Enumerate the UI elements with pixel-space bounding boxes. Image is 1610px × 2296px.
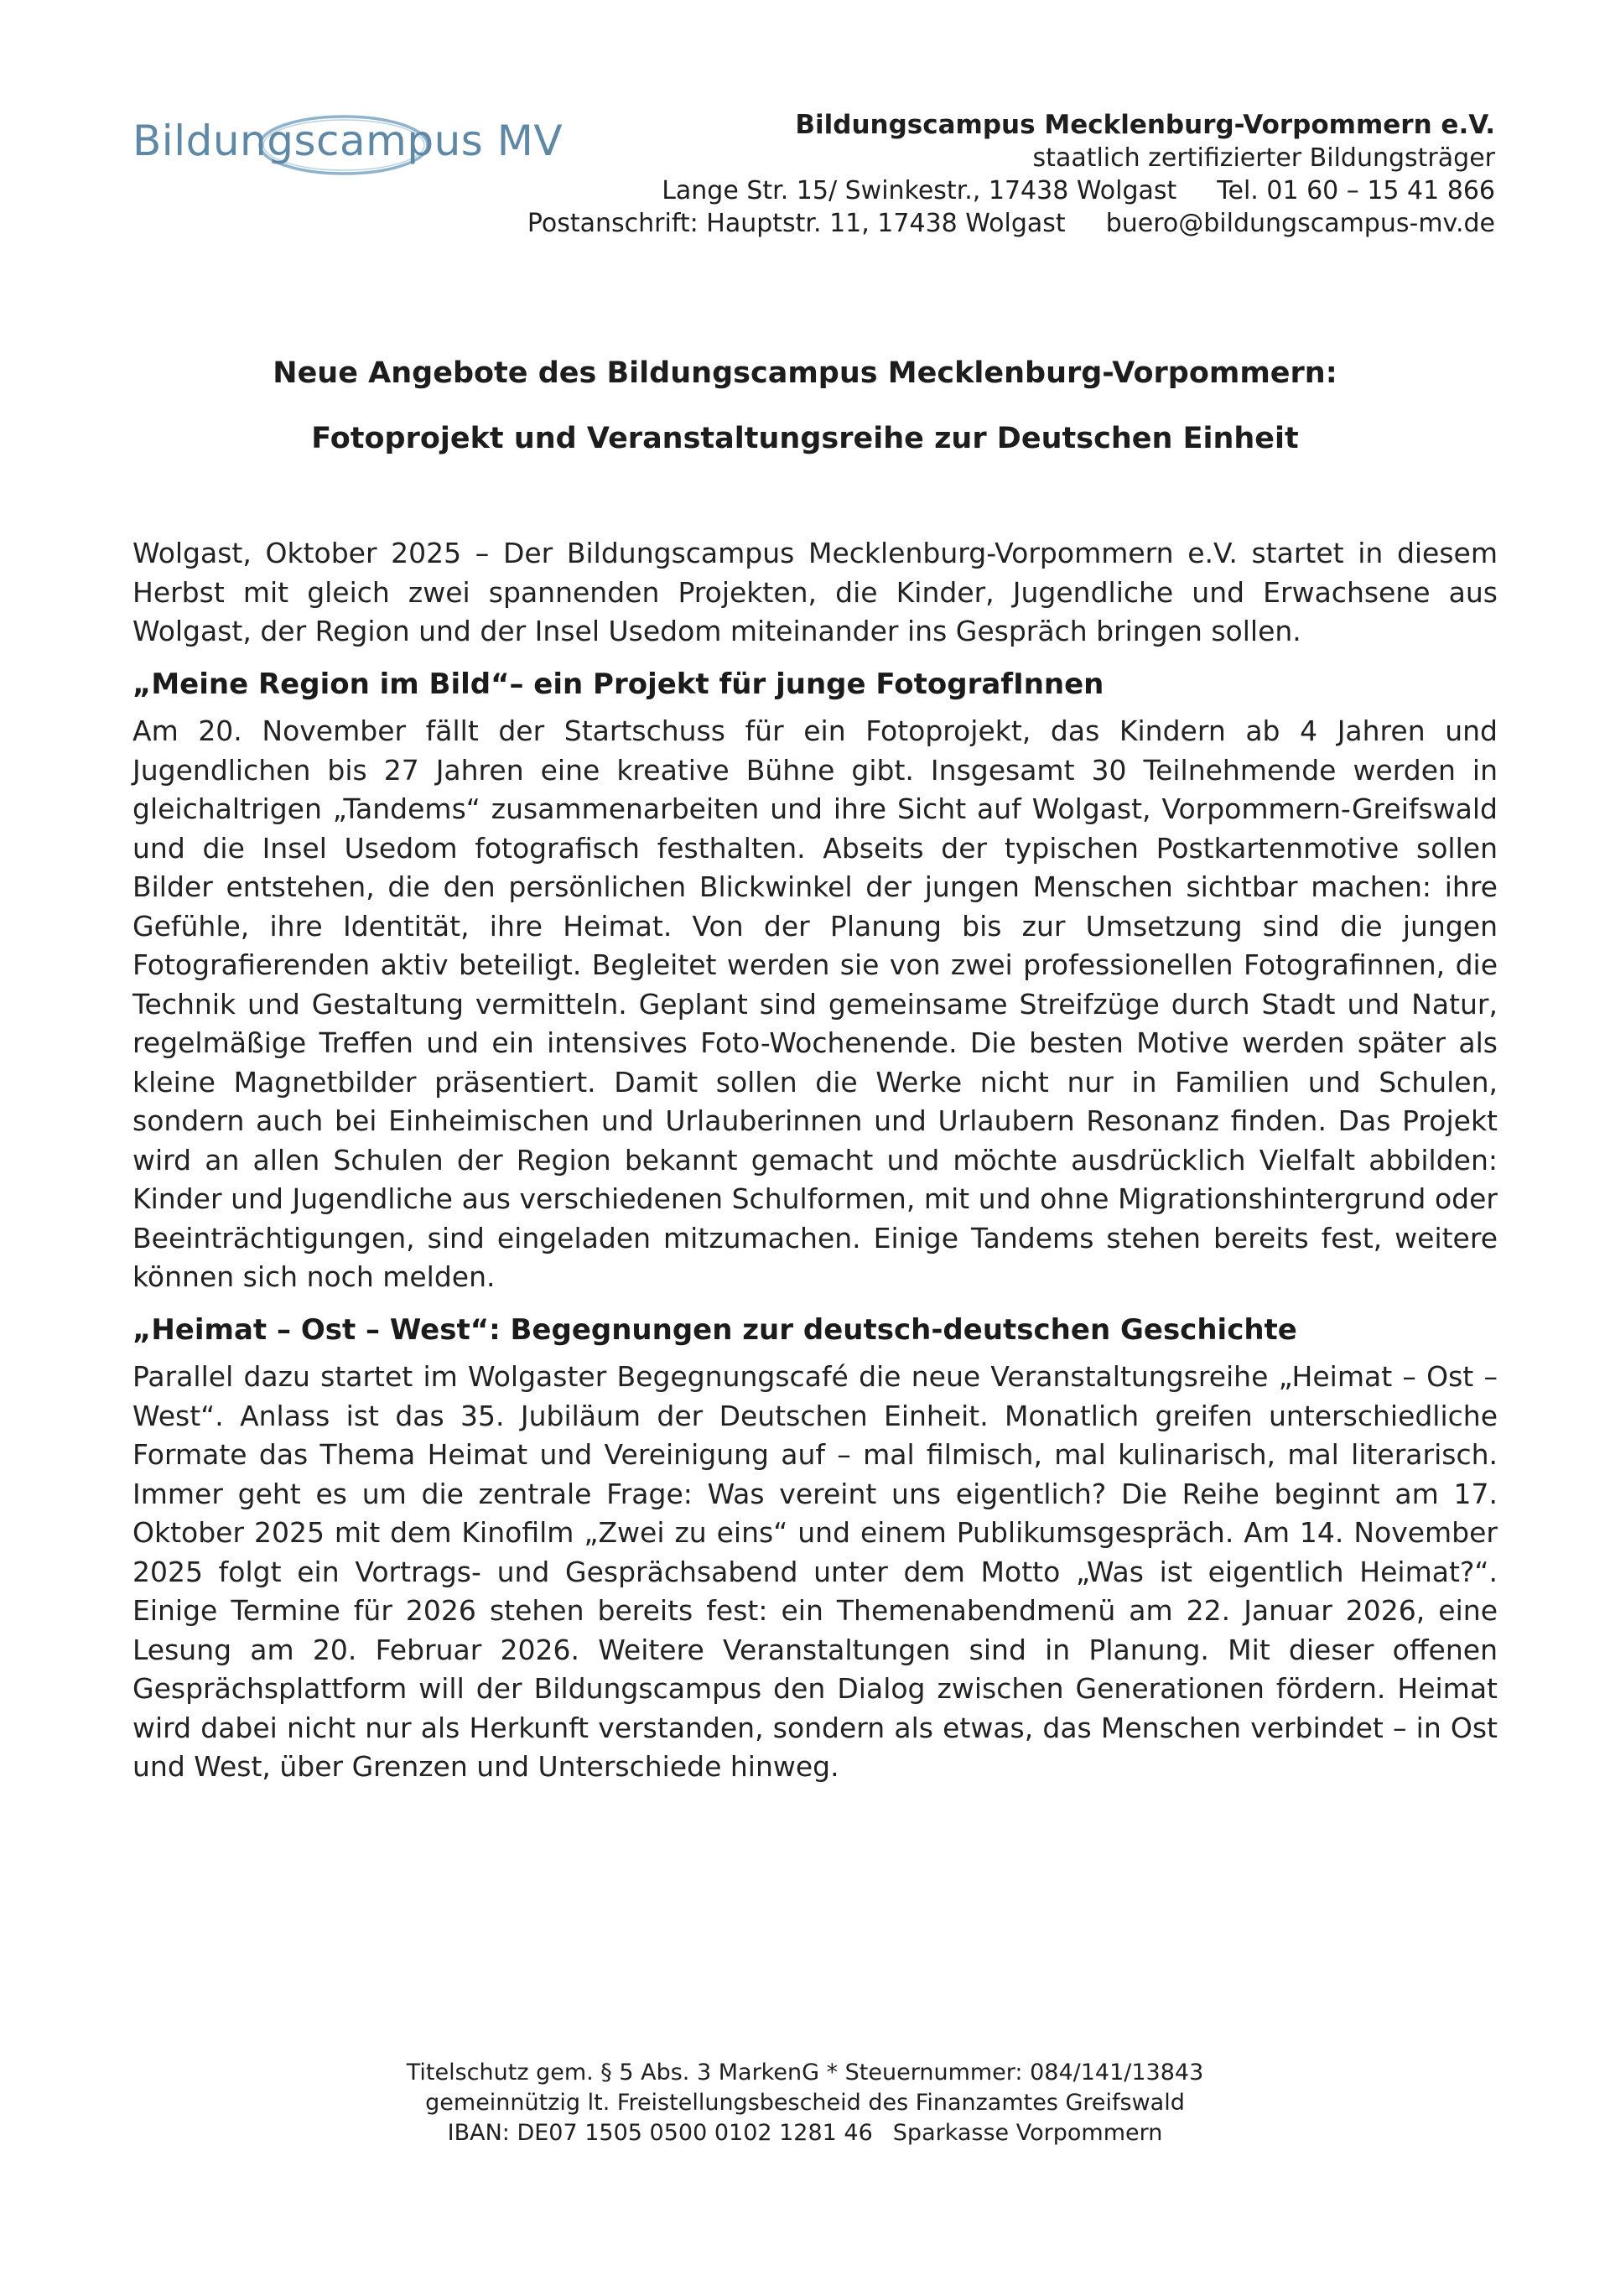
letterhead-address [405, 109, 1495, 240]
footer-iban: IBAN: DE07 1505 0500 0102 1281 46 [447, 2120, 873, 2146]
footer-bank-name: Sparkasse Vorpommern [892, 2120, 1163, 2146]
footer-bank-line [0, 2118, 1610, 2148]
postal-line [405, 207, 1495, 240]
footer-charity-line: gemeinnützig lt. Freistellungsbescheid des Finanzamtes Greifswald [425, 2090, 1185, 2116]
section-heading-event-series: „Heimat – Ost – West“: Begegnungen zur deutsch-deutschen Geschichte [132, 1312, 1297, 1347]
page-title: Neue Angebote des Bildungscampus Mecklenburg-Vorpommern: [273, 356, 1337, 390]
logo-text: Bildungscampus MV [132, 117, 564, 165]
email-address: buero@bildungscampus-mv.de [1105, 209, 1495, 238]
intro-paragraph: Wolgast, Oktober 2025 – Der Bildungscampus Mecklenburg-Vorpommern e.V. startet in diesem Herbst mit gleich zwei spannenden Projekten, die Kinder, Jugendliche und Erwachsene aus Wolgast, der Region und der Insel Usedom miteinander ins Gespräch bringen sollen. [132, 537, 1498, 647]
organization-name: Bildungscampus Mecklenburg-Vorpommern e.V. [795, 110, 1495, 140]
footer-legal-line: Titelschutz gem. § 5 Abs. 3 MarkenG * Steuernummer: 084/141/13843 [406, 2060, 1204, 2086]
article-body [132, 534, 1498, 1787]
certification-line: staatlich zertifizierter Bildungsträger [1032, 143, 1495, 173]
street-address: Lange Str. 15/ Swinkestr., 17438 Wolgast [662, 176, 1177, 205]
section-heading-photo-project: „Meine Region im Bild“– ein Projekt für junge FotografInnen [132, 667, 1104, 701]
section-text-event-series: Parallel dazu startet im Wolgaster Begegnungscafé die neue Veranstaltungsreihe „Heimat – Ost – West“. Anlass ist das 35. Jubiläum der Deutschen Einheit. Monatlich greifen unterschiedliche Formate das Thema Heimat und Vereinigung auf – mal filmisch, mal kulinarisch, mal literarisch. Immer geht es um die zentrale Frage: Was vereint uns eigentlich? Die Reihe beginnt am 17. Oktober 2025 mit dem Kinofilm „Zwei zu eins“ und einem Publikumsgespräch. Am 14. November 2025 folgt ein Vortrags- und Gesprächsabend unter dem Motto „Was ist eigentlich Heimat?“. Einige Termine für 2026 stehen bereits fest: ein Themenabendmenü am 22. Januar 2026, eine Lesung am 20. Februar 2026. Weitere Veranstaltungen sind in Planung. Mit dieser offenen Gesprächsplattform will der Bildungscampus den Dialog zwischen Generationen fördern. Heimat wird dabei nicht nur als Herkunft verstanden, sondern als etwas, das Menschen verbindet – in Ost und West, über Grenzen und Unterschiede hinweg. [132, 1360, 1498, 1783]
phone-number: Tel. 01 60 – 15 41 866 [1217, 176, 1495, 205]
page-footer [0, 2058, 1610, 2148]
page-subtitle: Fotoprojekt und Veranstaltungsreihe zur Deutschen Einheit [311, 422, 1299, 455]
address-line [405, 174, 1495, 207]
section-text-photo-project: Am 20. November fällt der Startschuss für ein Fotoprojekt, das Kindern ab 4 Jahren und Jugendlichen bis 27 Jahren eine kreative Bühne gibt. Insgesamt 30 Teilnehmende werden in gleichaltrigen „Tandems“ zusammenarbeiten und ihre Sicht auf Wolgast, Vorpommern-Greifswald und die Insel Usedom fotografisch festhalten. Abseits der typischen Postkartenmotive sollen Bilder entstehen, die den persönlichen Blickwinkel der jungen Menschen sichtbar machen: ihre Gefühle, ihre Identität, ihre Heimat. Von der Planung bis zur Umsetzung sind die jungen Fotografierenden aktiv beteiligt. Begleitet werden sie von zwei professionellen Fotografinnen, die Technik und Gestaltung vermitteln. Geplant sind gemeinsame Streifzüge durch Stadt und Natur, regelmäßige Treffen und ein intensives Foto-Wochenende. Die besten Motive werden später als kleine Magnetbilder präsentiert. Damit sollen die Werke nicht nur in Familien und Schulen, sondern auch bei Einheimischen und Urlauberinnen und Urlaubern Resonanz finden. Das Projekt wird an allen Schulen der Region bekannt gemacht und möchte ausdrücklich Vielfalt abbilden: Kinder und Jugendliche aus verschiedenen Schulformen, mit und ohne Migrationshintergrund oder Beeinträchtigungen, sind eingeladen mitzumachen. Einige Tandems stehen bereits fest, weitere können sich noch melden. [132, 714, 1498, 1293]
postal-address: Postanschrift: Hauptstr. 11, 17438 Wolgast [527, 209, 1066, 238]
